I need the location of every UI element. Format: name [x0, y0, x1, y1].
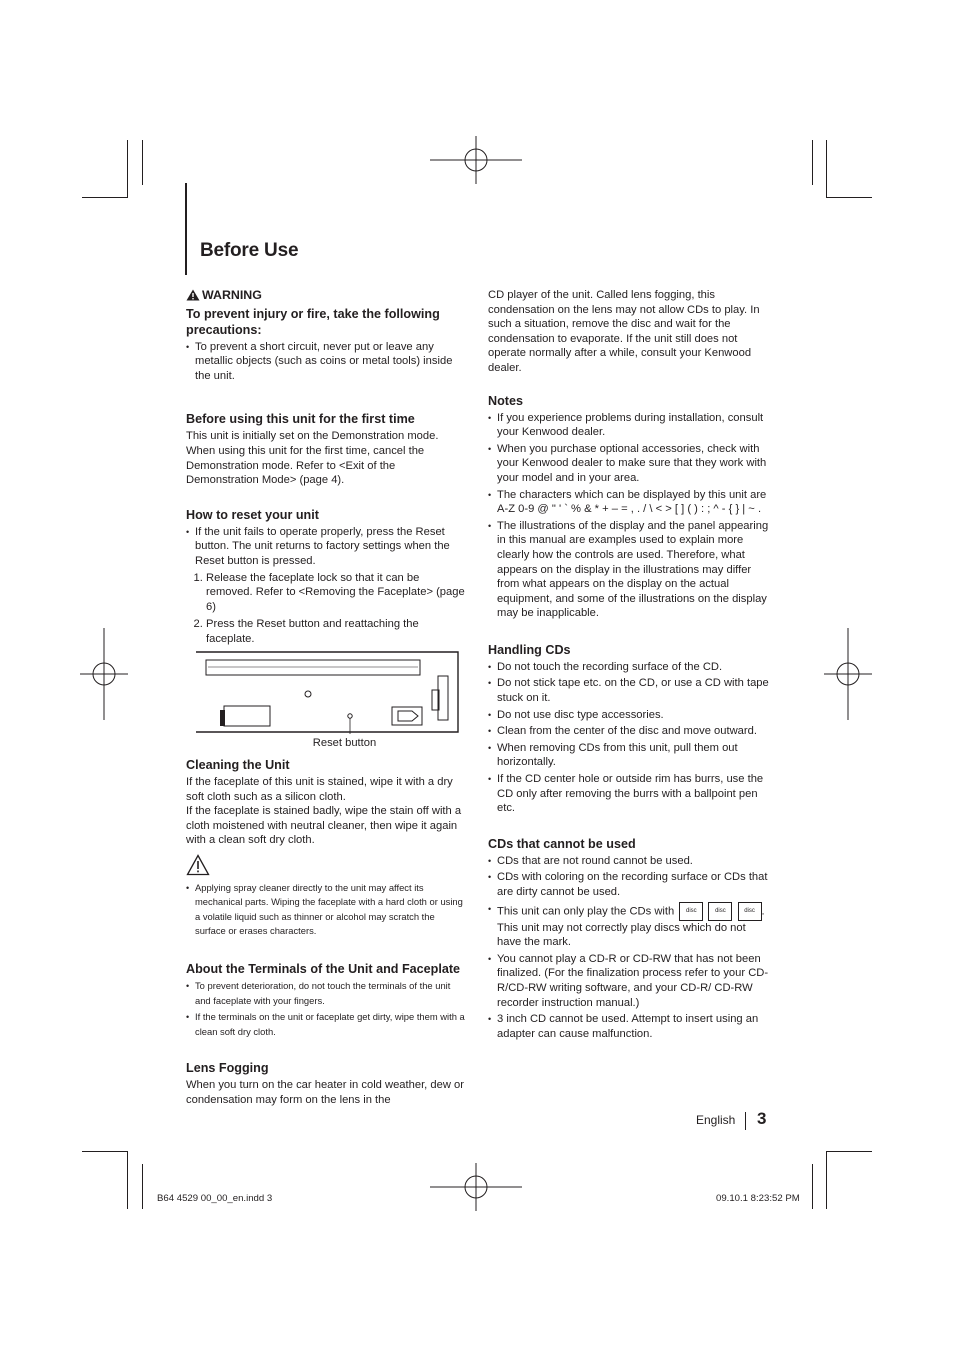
- list-item: • The illustrations of the display and the panel appearing in this manual are examples used to explain more clearly how the controls are used. Therefore, what appears on the display in the illustrations may differ from what appears on the display on the actual equipment, and some of the illustrations on the display may be inapplicable.: [488, 519, 770, 621]
- reset-step: 1. Release the faceplate lock so that it can be removed. Refer to <Removing the Faceplate> (page 6): [206, 571, 468, 615]
- list-item: • If the unit fails to operate properly, press the Reset button. The unit returns to factory settings when the Reset button is pressed.: [186, 525, 468, 569]
- reset-heading: How to reset your unit: [186, 507, 319, 522]
- list-item: • If the CD center hole or outside rim has burrs, use the CD only after removing the burrs with a ballpoint pen etc.: [488, 772, 770, 816]
- list-item: • You cannot play a CD-R or CD-RW that has not been finalized. (For the finalization process refer to your CD-R/CD-RW writing software, and your CD-R/ CD-RW recorder instruction manual.): [488, 952, 770, 1010]
- page-number: 3: [757, 1109, 767, 1128]
- faceplate-illustration: [194, 650, 460, 734]
- registration-mark-right: [824, 628, 874, 722]
- warning-list: [186, 340, 468, 384]
- left-column: [186, 288, 468, 1108]
- list-item: • Do not use disc type accessories.: [488, 708, 770, 723]
- first-time-body: This unit is initially set on the Demonstration mode. When using this unit for the first time, cancel the Demonstration mode. Refer to <Exit of the Demonstration Mode> (page 4).: [186, 430, 439, 487]
- compact-disc-logo-icon: disc: [679, 902, 703, 921]
- list-item: • CDs that are not round cannot be used.: [488, 854, 770, 869]
- caution-list: [186, 881, 468, 939]
- list-item: • When removing CDs from this unit, pull them out horizontally.: [488, 741, 770, 770]
- list-item: • To prevent deterioration, do not touch the terminals of the unit and faceplate with your fingers.: [186, 979, 468, 1008]
- reset-steps: [186, 571, 468, 647]
- list-item: • If the terminals on the unit or faceplate get dirty, wipe them with a clean soft dry cloth.: [186, 1010, 468, 1039]
- page-title: Before Use: [200, 240, 299, 261]
- list-item: • 3 inch CD cannot be used. Attempt to insert using an adapter can cause malfunction.: [488, 1012, 770, 1041]
- list-item: • Do not touch the recording surface of the CD.: [488, 660, 770, 675]
- warning-heading: [186, 288, 468, 303]
- caution-icon: [186, 854, 210, 876]
- registration-mark-top: [430, 136, 524, 186]
- cannot-list: [488, 854, 770, 1042]
- terminals-heading: About the Terminals of the Unit and Faceplate: [186, 962, 461, 977]
- cleaning-body: If the faceplate of this unit is stained, wipe it with a dry soft cloth such as a silicon cloth.: [186, 776, 453, 803]
- registration-mark-bottom: [430, 1163, 524, 1213]
- title-rule: [185, 183, 187, 275]
- footer-divider: [745, 1112, 746, 1130]
- lens-body: When you turn on the car heater in cold weather, dew or condensation may form on the lens in the: [186, 1079, 464, 1106]
- right-column: [488, 288, 770, 1043]
- list-item: • To prevent a short circuit, never put or leave any metallic objects (such as coins or metal tools) inside the unit.: [186, 340, 468, 384]
- warning-icon: [186, 289, 200, 301]
- first-time-heading: Before using this unit for the first time: [186, 412, 415, 427]
- list-item: • Clean from the center of the disc and move outward.: [488, 724, 770, 739]
- list-item: • If you experience problems during installation, consult your Kenwood dealer.: [488, 411, 770, 440]
- cannot-heading: CDs that cannot be used: [488, 836, 636, 851]
- list-item: • CDs with coloring on the recording surface or CDs that are dirty cannot be used.: [488, 870, 770, 899]
- lens-body-continued: CD player of the unit. Called lens fogging, this condensation on the lens may not allow CDs to play. In such a situation, remove the disc and wait for the condensation to evaporate. If the unit still does not operate normally after a while, consult your Kenwood dealer.: [488, 289, 760, 374]
- lens-heading: Lens Fogging: [186, 1061, 269, 1076]
- reset-step: 2. Press the Reset button and reattaching the faceplate.: [206, 617, 468, 646]
- handling-heading: Handling CDs: [488, 642, 571, 657]
- slug-file: B64 4529 00_00_en.indd 3: [157, 1193, 273, 1204]
- compact-disc-rewritable-logo-icon: disc: [738, 902, 762, 921]
- figure-caption: Reset button: [312, 736, 377, 749]
- notes-heading: Notes: [488, 393, 523, 408]
- list-item: • When you purchase optional accessories, check with your Kenwood dealer to make sure that they work with your model and in your area.: [488, 442, 770, 486]
- list-item: • Applying spray cleaner directly to the unit may affect its mechanical parts. Wiping the faceplate with a hard cloth or using a volatile liquid such as thinner or alcohol may scratch the surface or erases characters.: [186, 881, 468, 939]
- warning-label: WARNING: [202, 288, 262, 302]
- slug-timestamp: 09.10.1 8:23:52 PM: [716, 1193, 800, 1204]
- terminals-list: [186, 979, 468, 1039]
- list-item: • The characters which can be displayed by this unit are A-Z 0-9 @ " ' ` % & * + – = , . / \ < > [ ] ( ) : ; ^ - { } | ~ .: [488, 488, 770, 517]
- compact-disc-text-logo-icon: disc: [708, 902, 732, 921]
- reset-list: [186, 525, 468, 569]
- registration-mark-left: [80, 628, 130, 722]
- list-item: • This unit can only play the CDs with disc disc disc . This unit may not correctly play discs which do not have the mark.: [488, 902, 770, 950]
- cleaning-body: If the faceplate is stained badly, wipe the stain off with a cloth moistened with neutral cleaner, then wipe it again with a clean soft dry cloth.: [186, 805, 462, 847]
- handling-list: [488, 660, 770, 816]
- notes-list: [488, 411, 770, 621]
- cleaning-heading: Cleaning the Unit: [186, 758, 290, 773]
- warning-subheading: To prevent injury or fire, take the following precautions:: [186, 306, 440, 337]
- list-item: • Do not stick tape etc. on the CD, or use a CD with tape stuck on it.: [488, 676, 770, 705]
- footer-language: English: [696, 1113, 736, 1127]
